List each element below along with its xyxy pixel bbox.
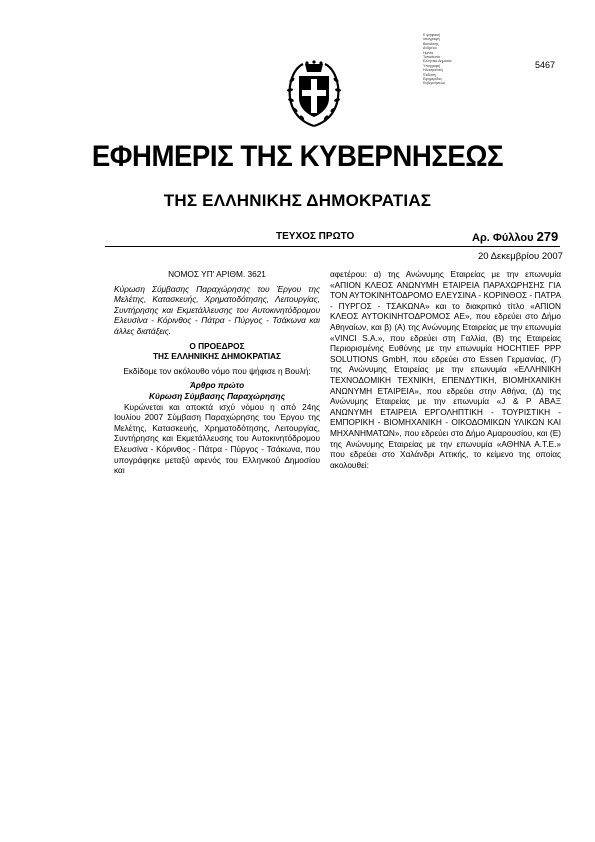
- stamp-line: Κυβερνήσεως: [423, 81, 446, 86]
- stamp-line: Ανδρέου: [423, 46, 437, 51]
- sheet-number-label: Αρ. Φύλλου: [472, 232, 534, 244]
- enactment-intro: Εκδίδομε τον ακόλουθο νόμο που ψήφισε η Βουλή:: [123, 365, 311, 376]
- stamp-line: Εφημερίδας: [423, 77, 443, 82]
- article-text: Κυρώνεται και αποκτά ισχύ νόμου η από 24ης Ιουλίου 2007 Σύμβαση Παραχώρησης του Έργου της Μελέτης, Κατασκευής, Χρηματοδότησης, Λειτουργίας, Συντήρησης και Εκμετάλλευσης του Αυτοκινητόδρομου Ελευσίνα - Κόρινθος - Πάτρα - Πύργος - Τσάκωνα, που υπογράφηκε μεταξύ αφενός του Ελληνικού Δημοσίου και: [114, 401, 320, 476]
- stamp-line: Ε ψηφιακή: [423, 33, 440, 37]
- president-heading-line2: ΤΗΣ ΕΛΛΗΝΙΚΗΣ ΔΗΜΟΚΡΑΤΙΑΣ: [152, 351, 282, 362]
- article-subheading: Κύρωση Σύμβασης Παραχώρησης: [148, 390, 286, 401]
- law-number: ΝΟΜΟΣ ΥΠ' ΑΡΙΘΜ. 3621: [168, 269, 266, 279]
- issue-date: 20 Δεκεμβρίου 2007: [478, 251, 563, 262]
- stamp-line: υπογραφή: [423, 37, 440, 42]
- law-title: Κύρωση Σύμβασης Παραχώρησης του Έργου της Μελέτης, Κατασκευής, Χρηματοδότησης, Λειτουργίας, Συντήρησης και Εκμετάλλευσης του Αυτοκινητόδρομου Ελευσίνα - Κόρινθος - Πάτρα - Πύργος - Τσάκωνα και άλλες διατάξεις.: [114, 283, 320, 336]
- gazette-subtitle: ΤΗΣ ΕΛΛΗΝΙΚΗΣ ΔΗΜΟΚΡΑΤΙΑΣ: [163, 191, 432, 210]
- left-column: [114, 269, 320, 476]
- gazette-title: ΕΦΗΜΕΡΙΣ ΤΗΣ ΚΥΒΕΡΝΗΣΕΩΣ: [91, 140, 504, 173]
- stamp-line: Ηλεκτρονική: [423, 68, 443, 73]
- article-continuation: αφετέρου: α) της Ανώνυμης Εταιρείας με την επωνυμία «ΑΠΙΟΝ ΚΛΕΟΣ ΑΝΩΝΥΜΗ ΕΤΑΙΡΕΙΑ ΠΑΡΑΧΩΡΗΣΗΣ ΓΙΑ ΤΟΝ ΑΥΤΟΚΙΝΗΤΟΔΡΟΜΟ ΕΛΕΥΣΙΝΑ - ΚΟΡΙΝΘΟΣ - ΠΑΤΡΑ - ΠΥΡΓΟΣ - ΤΣΑΚΩΝΑ» και το διακριτικό τίτλο «ΑΠΙΟΝ ΚΛΕΟΣ ΑΥΤΟΚΙΝΗΤΟΔΡΟΜΟΣ ΑΕ», που εδρεύει στο Δήμο Αθηναίων, και β) (Α) της Ανώνυμης Εταιρείας με την επωνυμία «VINCI S.A.», που εδρεύει στη Γαλλία, (Β) της Εταιρείας Περιορισμένης Ευθύνης με την επωνυμία HOCHTIEF PPP SOLUTIONS GmbH, που εδρεύει στο Essen Γερμανίας, (Γ) της Ανώνυμης Εταιρείας με την επωνυμία «ΕΛΛΗΝΙΚΗ ΤΕΧΝΟΔΟΜΙΚΗ ΤΕΧΝΙΚΗ, ΕΠΕΝΔΥΤΙΚΗ, ΒΙΟΜΗΧΑΝΙΚΗ ΑΝΩΝΥΜΗ ΕΤΑΙΡΕΙΑ», που εδρεύει στην Αθήνα, (Δ) της Ανώνυμης Εταιρείας με την επωνυμία «J & P ΑΒΑΞ ΑΝΩΝΥΜΗ ΕΤΑΙΡΕΙΑ ΕΡΓΟΛΗΠΤΙΚΗ - ΤΟΥΡΙΣΤΙΚΗ - ΕΜΠΟΡΙΚΗ - ΒΙΟΜΗΧΑΝΙΚΗ - ΟΙΚΟΔΟΜΙΚΩΝ ΥΛΙΚΩΝ ΚΑΙ ΜΗΧΑΝΗΜΑΤΩΝ», που εδρεύει στο Δήμο Αμαρουσίου, και (Ε) της Ανώνυμης Εταιρείας με την επωνυμία «ΑΘΗΝΑ Α.Τ.Ε.» που εδρεύει στο Χαλάνδρι Αττικής, το κείμενο της οποίας ακολουθεί:: [330, 269, 561, 470]
- stamp-line: Ελληνικό Δημόσιο: [423, 59, 452, 64]
- issue-series: ΤΕΥΧΟΣ ΠΡΩΤΟ: [276, 231, 355, 242]
- sheet-number-value: 279: [536, 229, 559, 244]
- coat-of-arms-emblem: [285, 60, 343, 128]
- sheet-number: [472, 229, 558, 244]
- page-number: 5467: [535, 60, 556, 70]
- header-rule: [105, 246, 560, 247]
- digital-signature-stamp: [423, 33, 485, 86]
- article-heading: Άρθρο πρώτο: [189, 380, 245, 391]
- stamp-line: Βασιλικής: [423, 41, 439, 46]
- right-column: [330, 269, 561, 470]
- stamp-line: Υπογραφή: [423, 63, 441, 68]
- president-heading-line1: Ο ΠΡΟΕΔΡΟΣ: [189, 340, 245, 351]
- stamp-line: Τοποθεσία: [423, 55, 440, 60]
- stamp-line: Έκδοση: [423, 72, 436, 77]
- stamp-line: Ημ/νία: [423, 50, 434, 55]
